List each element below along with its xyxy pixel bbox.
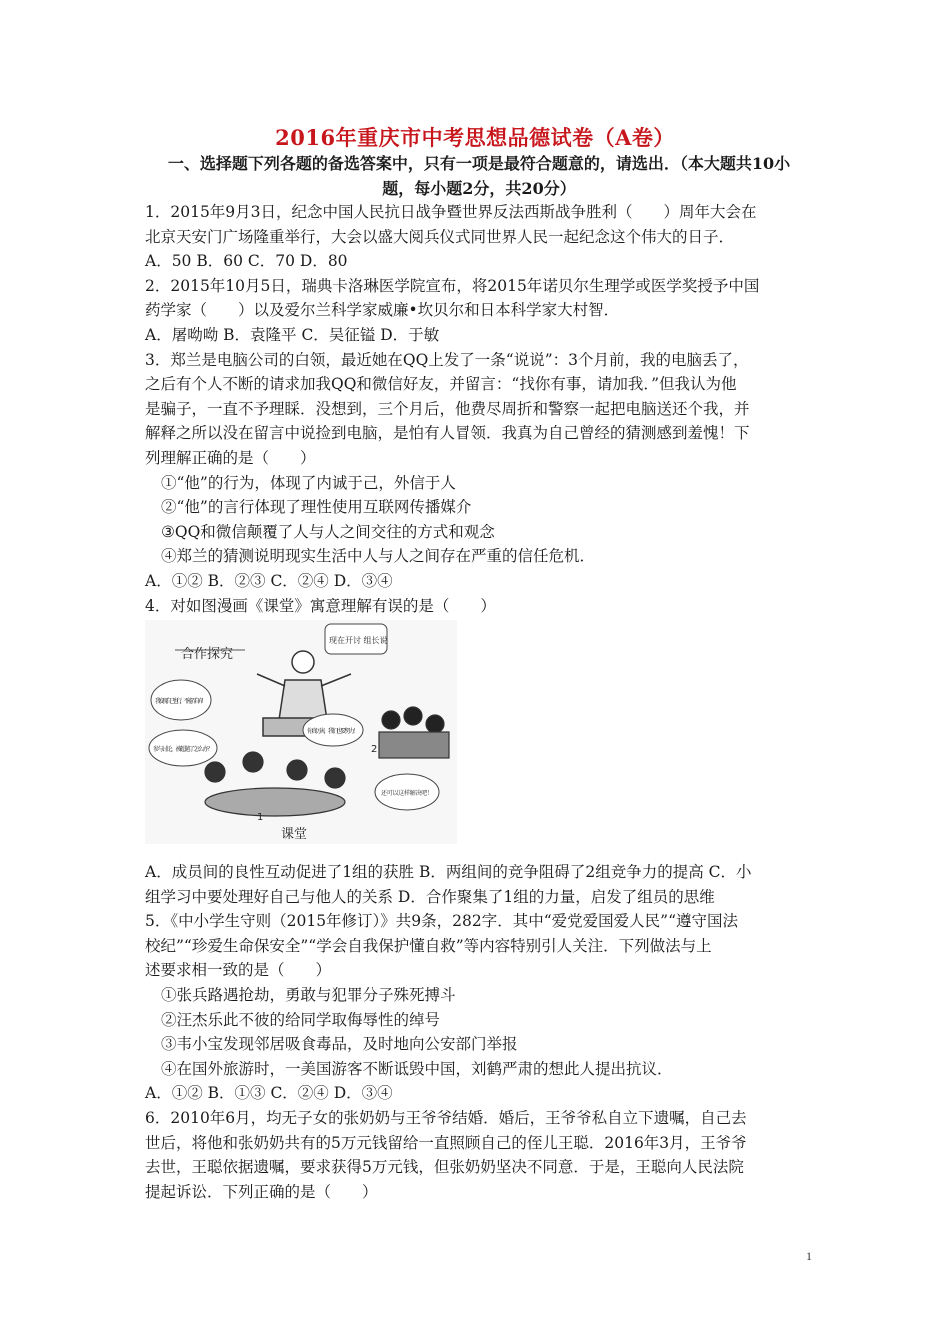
question-text: 列理解正确的是（ ）: [145, 448, 316, 467]
bubble-left-mid: [149, 730, 217, 766]
question-text: 之后有个人不断的请求加我QQ和微信好友，并留言：“找你有事，请加我．”但我认为他: [145, 375, 737, 394]
bubble-top-text: 现在开讨 组长说: [329, 636, 388, 646]
question-text: 是骗子，一直不予理睬．没想到，三个月后，他费尽周折和警察一起把电脑送还个我，并: [145, 399, 750, 418]
group-1-label: 1: [257, 812, 264, 824]
question-text: 4．对如图漫画《课堂》寓意理解有误的是（ ）: [145, 596, 496, 615]
question-text: 北京天安门广场隆重举行，大会以盛大阅兵仪式同世界人民一起纪念这个伟大的日子．: [145, 227, 735, 246]
statement-item: ②汪杰乐此不彼的给同学取侮辱性的绰号: [161, 1010, 441, 1029]
question-text: 去世，王聪依据遗嘱，要求获得5万元钱，但张奶奶坚决不同意．于是，王聪向人民法院: [145, 1158, 744, 1177]
answer-options: A．屠呦呦 B．袁隆平 C．吴征镒 D．于敏: [145, 325, 440, 344]
question-5: [145, 909, 813, 1106]
bubble-left-top: [151, 680, 211, 720]
question-text: 校纪”“珍爱生命保安全”“学会自我保护懂自救”等内容特别引人关注．下列做法与上: [145, 936, 712, 955]
question-3: [145, 348, 813, 594]
question-text: 药学家（ ）以及爱尔兰科学家威廉•坎贝尔和日本科学家大村智．: [145, 301, 620, 320]
question-4: [145, 594, 813, 910]
question-2: [145, 274, 813, 348]
statement-item: ①张兵路遇抢劫，勇敢与犯罪分子殊死搏斗: [161, 986, 456, 1005]
statement-item: ④在国外旅游时，一美国游客不断诋毁中国，刘鹤严肃的想此人提出抗议．: [161, 1059, 673, 1078]
question-list: [145, 200, 813, 1204]
answer-options: A．成员间的良性互动促进了1组的获胜 B．两组间的竞争阻碍了2组竞争力的提高 C．小: [145, 863, 752, 882]
group-2-figures: [379, 707, 449, 758]
question-text: 6．2010年6月，均无子女的张奶奶与王爷爷结婚．婚后，王爷爷私自立下遗嘱，自己去: [145, 1109, 747, 1128]
bubble-top: [325, 624, 388, 654]
bubble-center: [303, 714, 363, 746]
cartoon-caption: 课堂: [281, 827, 308, 843]
statement-item: ①“他”的行为，体现了内诚于己，外信于人: [161, 473, 456, 492]
question-text: 3．郑兰是电脑公司的白领，最近她在QQ上发了一条“说说”：3个月前，我的电脑丢了，: [145, 350, 749, 369]
classroom-cartoon: [145, 620, 457, 844]
question-text: 提起诉讼．下列正确的是（ ）: [145, 1182, 378, 1201]
question-text: 1．2015年9月3日，纪念中国人民抗日战争暨世界反法西斯战争胜利（ ）周年大会在: [145, 203, 757, 221]
bubble-center-text: 你真厉害，我们也要努力！: [307, 728, 359, 736]
question-text: 世后，将他和张奶奶共有的5万元钱留给一直照顾自己的侄儿王聪．2016年3月，王爷爷: [145, 1133, 747, 1152]
page-number: 1: [806, 1249, 812, 1263]
answer-options: A．50 B．60 C．70 D．80: [145, 252, 348, 271]
question-text: 述要求相一致的是（ ）: [145, 961, 332, 980]
question-text: 2．2015年10月5日，瑞典卡洛琳医学院宣布，将2015年诺贝尔生理学或医学奖授予中国: [145, 276, 760, 295]
bubble-right-text: 还可以这样解决吧！: [381, 790, 433, 798]
exam-title: 2016年重庆市中考思想品德试卷（A卷）: [275, 125, 675, 150]
answer-options: A．①② B．①③ C．②④ D．③④: [145, 1084, 393, 1103]
question-text: 5．《中小学生守则（2015年修订）》共9条，282字．其中“爱党爱国爱人民”“遵守国法: [145, 912, 739, 931]
answer-options: A．①② B．②③ C．②④ D．③④: [145, 571, 393, 590]
cartoon-heading: 合作探究: [181, 647, 234, 663]
statement-item: ③韦小宝发现邻居吸食毒品，及时地向公安部门举报: [161, 1035, 518, 1054]
bubble-left-top-text: 我发现自己也行，不能弄自弃！: [155, 698, 207, 706]
statement-item: ②“他”的言行体现了理性使用互联网传播媒介: [161, 498, 472, 517]
bubble-right: [375, 774, 439, 810]
section-heading: [145, 151, 813, 201]
bubble-left-mid-text: 参与讨论，被超越了怎么办？: [153, 746, 213, 754]
question-text: 解释之所以没在留言中说捡到电脑，是怕有人冒领．我真为自己曾经的猜测感到羞愧！下: [145, 424, 750, 443]
statement-item: ③QQ和微信颠覆了人与人之间交往的方式和观念: [161, 522, 495, 541]
section-heading-line: 题，每小题2分，共20分）: [382, 179, 576, 198]
answer-options: 组学习中要处理好自己与他人的关系 D．合作聚集了1组的力量，启发了组员的思维: [145, 887, 715, 906]
group-2-label: 2: [371, 744, 378, 756]
statement-item: ④郑兰的猜测说明现实生活中人与人之间存在严重的信任危机．: [161, 547, 596, 566]
group-1-figures: [205, 752, 345, 816]
section-heading-line: 一、选择题下列各题的备选答案中，只有一项是最符合题意的，请选出．（本大题共10小: [167, 154, 791, 173]
question-1: [145, 200, 813, 274]
question-6: [145, 1106, 813, 1204]
